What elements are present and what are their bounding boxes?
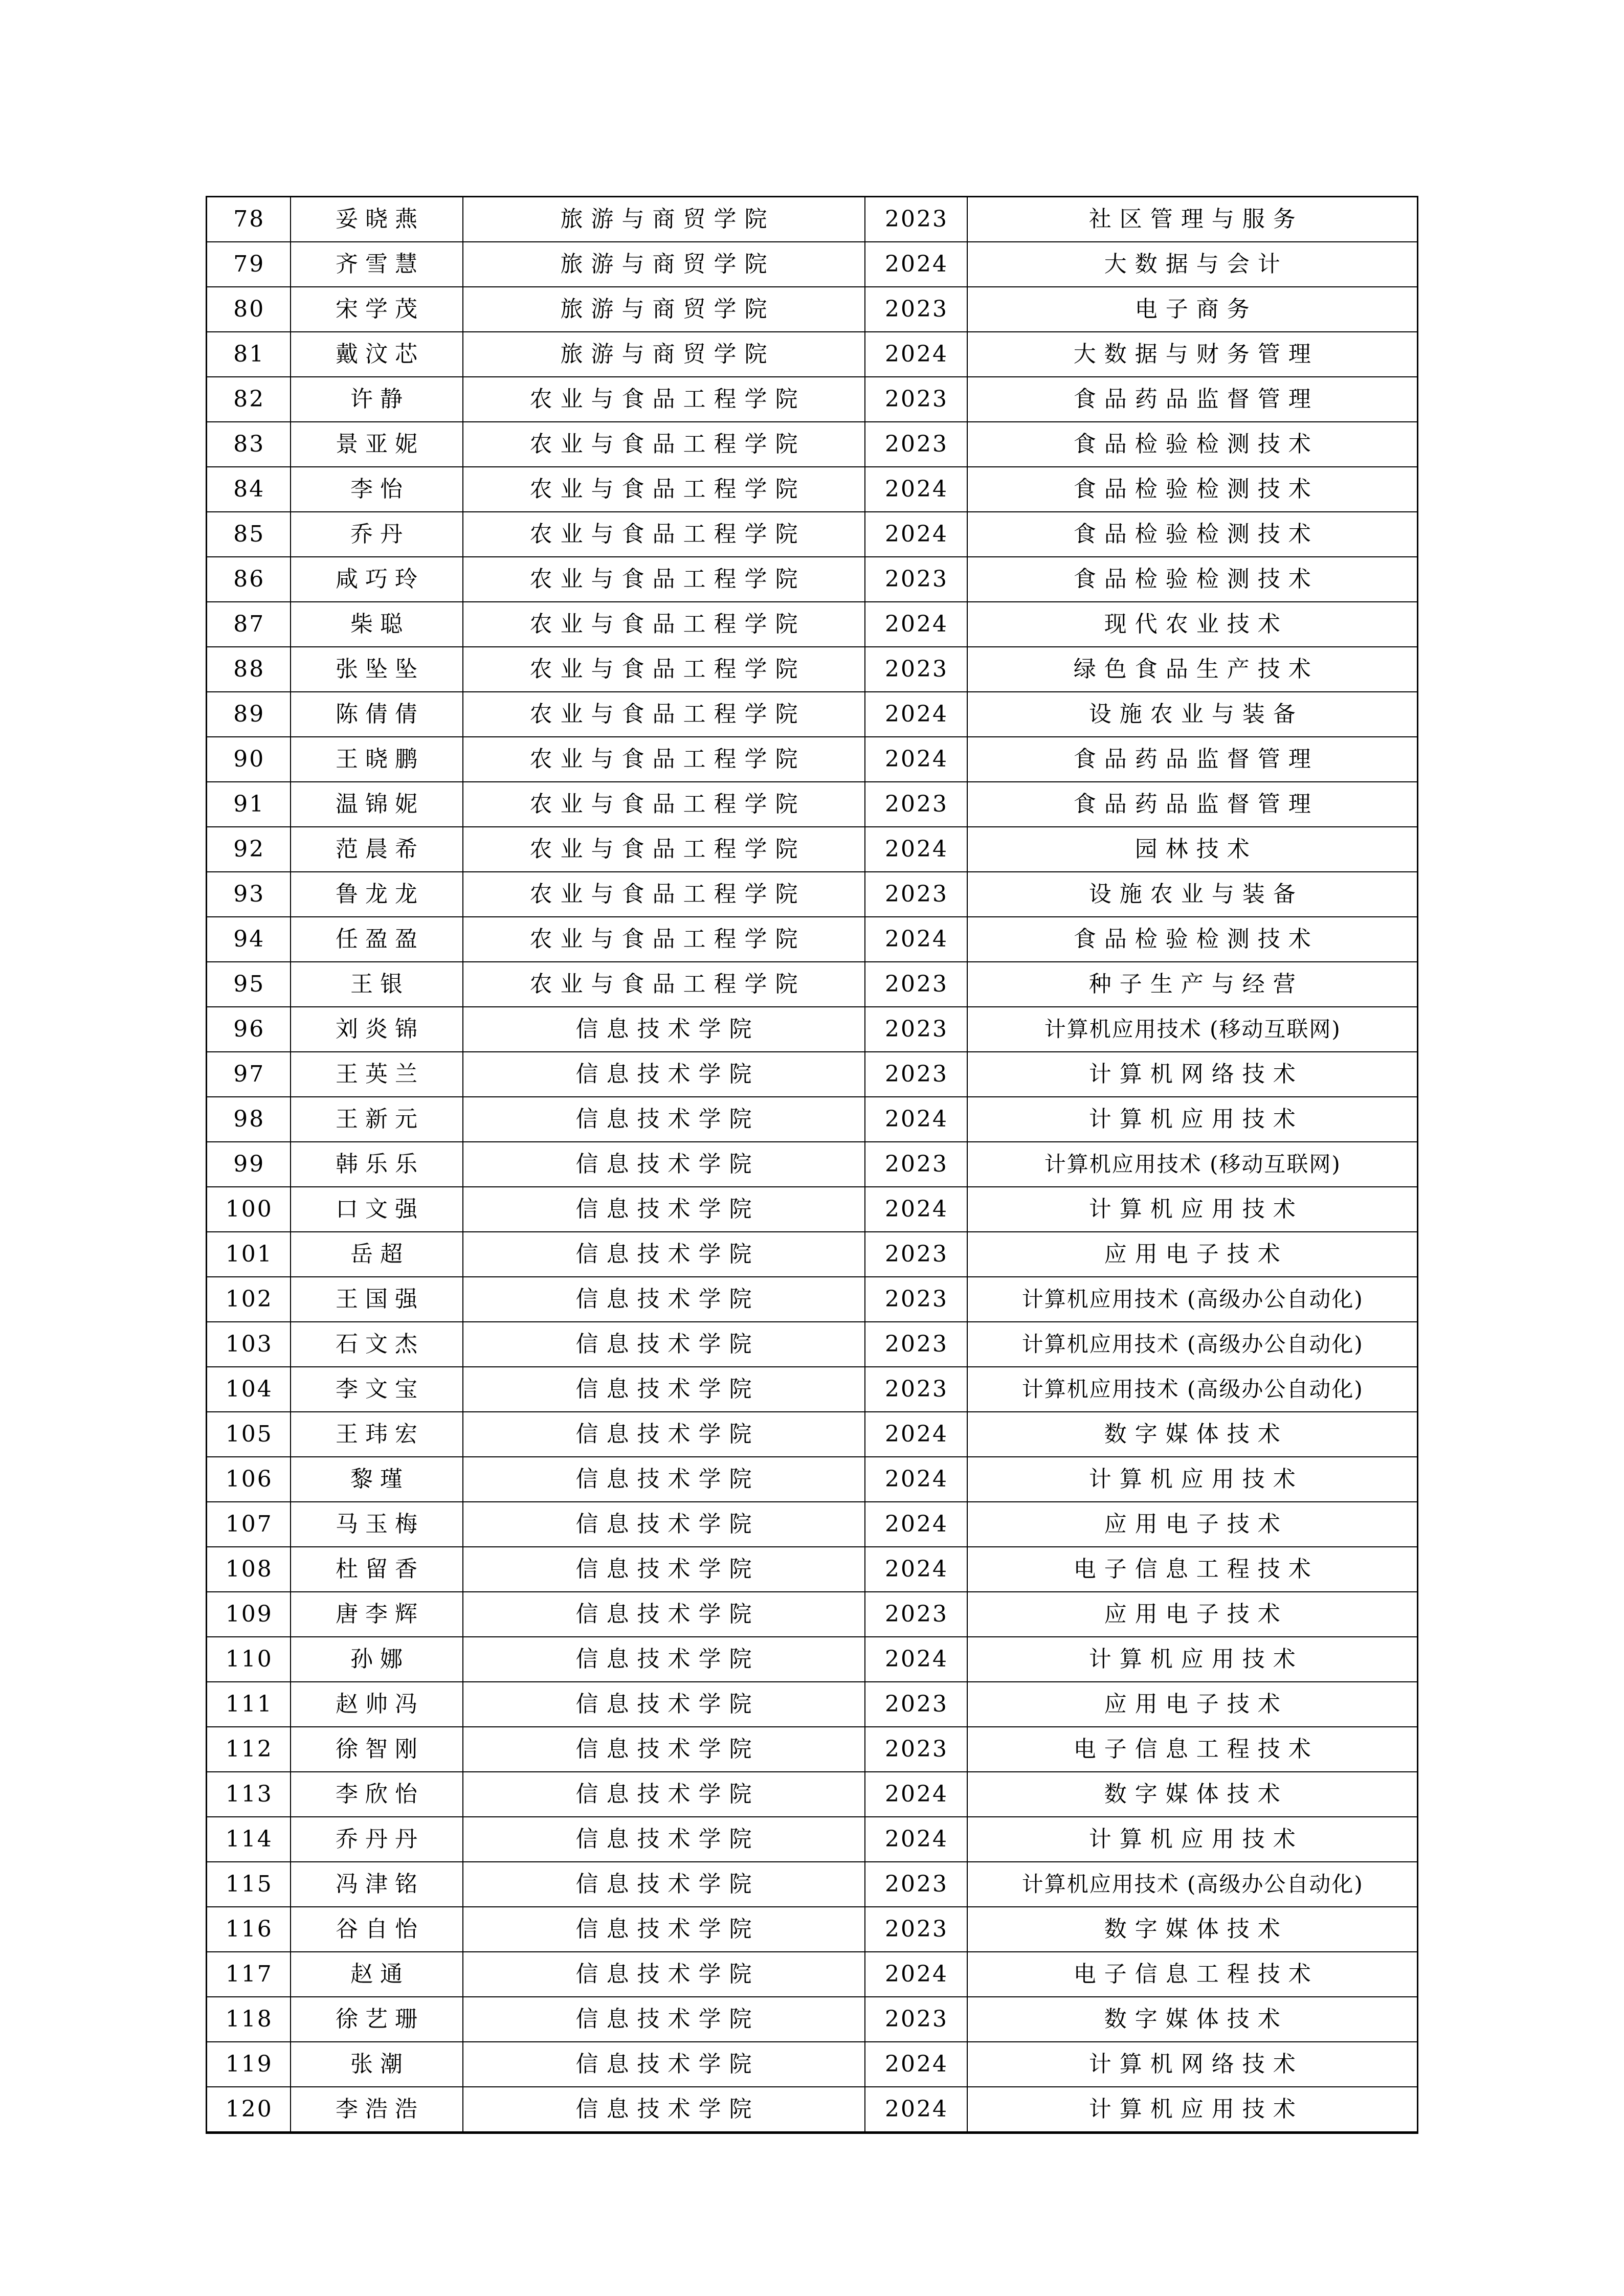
cell-no: 100 — [207, 1187, 291, 1232]
table-row — [207, 1412, 1418, 1457]
cell-name: 刘炎锦 — [291, 1007, 463, 1052]
cell-name: 范晨希 — [291, 827, 463, 872]
cell-name: 徐艺珊 — [291, 1997, 463, 2042]
cell-major: 食品检验检测技术 — [967, 557, 1418, 602]
cell-no: 86 — [207, 557, 291, 602]
cell-college: 农业与食品工程学院 — [463, 647, 865, 692]
cell-major: 电子信息工程技术 — [967, 1952, 1418, 1997]
cell-major: 食品检验检测技术 — [967, 512, 1418, 557]
cell-name: 王银 — [291, 962, 463, 1007]
cell-name: 乔丹 — [291, 512, 463, 557]
cell-name: 张潮 — [291, 2042, 463, 2087]
cell-year: 2023 — [865, 197, 967, 242]
cell-major: 计算机网络技术 — [967, 2042, 1418, 2087]
cell-year: 2024 — [865, 242, 967, 287]
table-row — [207, 377, 1418, 422]
table-row — [207, 2042, 1418, 2087]
cell-year: 2023 — [865, 647, 967, 692]
cell-major: 计算机应用技术 (移动互联网) — [967, 1007, 1418, 1052]
cell-name: 王晓鹏 — [291, 737, 463, 782]
cell-name: 石文杰 — [291, 1322, 463, 1367]
cell-no: 110 — [207, 1637, 291, 1682]
cell-college: 信息技术学院 — [463, 1502, 865, 1547]
cell-year: 2024 — [865, 692, 967, 737]
cell-college: 旅游与商贸学院 — [463, 242, 865, 287]
table-row — [207, 1592, 1418, 1637]
cell-name: 张坠坠 — [291, 647, 463, 692]
cell-year: 2024 — [865, 917, 967, 962]
cell-major: 种子生产与经营 — [967, 962, 1418, 1007]
cell-name: 鲁龙龙 — [291, 872, 463, 917]
cell-no: 87 — [207, 602, 291, 647]
cell-no: 93 — [207, 872, 291, 917]
cell-name: 黎瑾 — [291, 1457, 463, 1502]
cell-major: 食品药品监督管理 — [967, 377, 1418, 422]
cell-year: 2024 — [865, 1547, 967, 1592]
cell-major: 现代农业技术 — [967, 602, 1418, 647]
cell-major: 食品药品监督管理 — [967, 782, 1418, 827]
cell-year: 2023 — [865, 1142, 967, 1187]
cell-no: 116 — [207, 1907, 291, 1952]
table-row — [207, 1232, 1418, 1277]
cell-name: 王新元 — [291, 1097, 463, 1142]
cell-major: 应用电子技术 — [967, 1502, 1418, 1547]
cell-year: 2023 — [865, 1232, 967, 1277]
table-row — [207, 1772, 1418, 1817]
cell-major: 数字媒体技术 — [967, 1772, 1418, 1817]
cell-name: 李怡 — [291, 467, 463, 512]
cell-major: 数字媒体技术 — [967, 1412, 1418, 1457]
cell-major: 计算机应用技术 — [967, 1097, 1418, 1142]
cell-major: 大数据与财务管理 — [967, 332, 1418, 377]
cell-no: 79 — [207, 242, 291, 287]
cell-no: 105 — [207, 1412, 291, 1457]
cell-name: 任盈盈 — [291, 917, 463, 962]
cell-name: 冯津铭 — [291, 1862, 463, 1907]
cell-college: 信息技术学院 — [463, 1862, 865, 1907]
cell-no: 97 — [207, 1052, 291, 1097]
cell-major: 计算机网络技术 — [967, 1052, 1418, 1097]
cell-college: 农业与食品工程学院 — [463, 872, 865, 917]
cell-major: 计算机应用技术 — [967, 1457, 1418, 1502]
cell-college: 信息技术学院 — [463, 2042, 865, 2087]
cell-name: 马玉梅 — [291, 1502, 463, 1547]
cell-college: 信息技术学院 — [463, 1997, 865, 2042]
table-row — [207, 1457, 1418, 1502]
cell-major: 设施农业与装备 — [967, 692, 1418, 737]
cell-no: 119 — [207, 2042, 291, 2087]
cell-year: 2024 — [865, 1097, 967, 1142]
cell-year: 2023 — [865, 1277, 967, 1322]
table-row — [207, 872, 1418, 917]
cell-no: 107 — [207, 1502, 291, 1547]
cell-name: 王国强 — [291, 1277, 463, 1322]
cell-year: 2023 — [865, 1592, 967, 1637]
cell-major: 计算机应用技术 (高级办公自动化) — [967, 1322, 1418, 1367]
cell-college: 信息技术学院 — [463, 1457, 865, 1502]
table-row — [207, 557, 1418, 602]
cell-year: 2024 — [865, 2087, 967, 2133]
table-row — [207, 1997, 1418, 2042]
table-row — [207, 1187, 1418, 1232]
cell-no: 83 — [207, 422, 291, 467]
cell-no: 104 — [207, 1367, 291, 1412]
cell-college: 信息技术学院 — [463, 1907, 865, 1952]
cell-year: 2023 — [865, 1727, 967, 1772]
cell-college: 信息技术学院 — [463, 1817, 865, 1862]
cell-year: 2024 — [865, 1772, 967, 1817]
cell-name: 赵帅冯 — [291, 1682, 463, 1727]
cell-major: 数字媒体技术 — [967, 1907, 1418, 1952]
cell-year: 2023 — [865, 872, 967, 917]
table-row — [207, 737, 1418, 782]
table-row — [207, 917, 1418, 962]
table-row — [207, 1142, 1418, 1187]
table-row — [207, 1547, 1418, 1592]
cell-name: 唐李辉 — [291, 1592, 463, 1637]
cell-major: 绿色食品生产技术 — [967, 647, 1418, 692]
cell-no: 85 — [207, 512, 291, 557]
cell-year: 2024 — [865, 1412, 967, 1457]
table-row — [207, 827, 1418, 872]
cell-name: 戴汶芯 — [291, 332, 463, 377]
cell-college: 信息技术学院 — [463, 1232, 865, 1277]
cell-year: 2023 — [865, 287, 967, 332]
cell-no: 96 — [207, 1007, 291, 1052]
cell-major: 食品药品监督管理 — [967, 737, 1418, 782]
cell-name: 韩乐乐 — [291, 1142, 463, 1187]
cell-year: 2023 — [865, 377, 967, 422]
cell-major: 计算机应用技术 — [967, 1817, 1418, 1862]
cell-no: 90 — [207, 737, 291, 782]
cell-name: 乔丹丹 — [291, 1817, 463, 1862]
cell-major: 电子信息工程技术 — [967, 1727, 1418, 1772]
cell-year: 2024 — [865, 2042, 967, 2087]
cell-college: 旅游与商贸学院 — [463, 287, 865, 332]
cell-major: 数字媒体技术 — [967, 1997, 1418, 2042]
cell-year: 2023 — [865, 962, 967, 1007]
cell-name: 李文宝 — [291, 1367, 463, 1412]
cell-major: 设施农业与装备 — [967, 872, 1418, 917]
cell-no: 103 — [207, 1322, 291, 1367]
cell-year: 2023 — [865, 1907, 967, 1952]
cell-year: 2024 — [865, 827, 967, 872]
cell-major: 应用电子技术 — [967, 1232, 1418, 1277]
cell-college: 信息技术学院 — [463, 1547, 865, 1592]
cell-no: 78 — [207, 197, 291, 242]
cell-college: 信息技术学院 — [463, 1952, 865, 1997]
cell-year: 2023 — [865, 557, 967, 602]
cell-name: 王玮宏 — [291, 1412, 463, 1457]
cell-year: 2024 — [865, 467, 967, 512]
table-row — [207, 467, 1418, 512]
cell-name: 孙娜 — [291, 1637, 463, 1682]
table-row — [207, 242, 1418, 287]
cell-college: 信息技术学院 — [463, 1412, 865, 1457]
cell-major: 计算机应用技术 (高级办公自动化) — [967, 1862, 1418, 1907]
cell-college: 农业与食品工程学院 — [463, 917, 865, 962]
cell-college: 信息技术学院 — [463, 1637, 865, 1682]
cell-college: 信息技术学院 — [463, 1097, 865, 1142]
cell-no: 91 — [207, 782, 291, 827]
table-row — [207, 512, 1418, 557]
table-row — [207, 1277, 1418, 1322]
cell-no: 88 — [207, 647, 291, 692]
cell-major: 大数据与会计 — [967, 242, 1418, 287]
table-row — [207, 1052, 1418, 1097]
cell-year: 2023 — [865, 1007, 967, 1052]
cell-college: 信息技术学院 — [463, 1682, 865, 1727]
cell-year: 2023 — [865, 1997, 967, 2042]
cell-college: 信息技术学院 — [463, 1367, 865, 1412]
cell-name: 景亚妮 — [291, 422, 463, 467]
cell-college: 信息技术学院 — [463, 1322, 865, 1367]
cell-major: 食品检验检测技术 — [967, 917, 1418, 962]
cell-year: 2023 — [865, 422, 967, 467]
cell-no: 101 — [207, 1232, 291, 1277]
cell-name: 赵通 — [291, 1952, 463, 1997]
cell-no: 95 — [207, 962, 291, 1007]
cell-college: 农业与食品工程学院 — [463, 467, 865, 512]
cell-name: 李欣怡 — [291, 1772, 463, 1817]
cell-year: 2024 — [865, 1952, 967, 1997]
cell-name: 王英兰 — [291, 1052, 463, 1097]
cell-college: 农业与食品工程学院 — [463, 962, 865, 1007]
cell-major: 计算机应用技术 (高级办公自动化) — [967, 1277, 1418, 1322]
cell-college: 农业与食品工程学院 — [463, 827, 865, 872]
cell-year: 2023 — [865, 1682, 967, 1727]
student-table-body — [207, 197, 1418, 2133]
table-row — [207, 692, 1418, 737]
table-row — [207, 332, 1418, 377]
cell-name: 口文强 — [291, 1187, 463, 1232]
cell-college: 信息技术学院 — [463, 1052, 865, 1097]
cell-name: 柴聪 — [291, 602, 463, 647]
table-row — [207, 782, 1418, 827]
cell-year: 2024 — [865, 332, 967, 377]
table-row — [207, 647, 1418, 692]
table-row — [207, 1727, 1418, 1772]
cell-year: 2024 — [865, 1502, 967, 1547]
cell-major: 电子商务 — [967, 287, 1418, 332]
cell-year: 2023 — [865, 1862, 967, 1907]
cell-no: 80 — [207, 287, 291, 332]
cell-name: 岳超 — [291, 1232, 463, 1277]
cell-college: 信息技术学院 — [463, 1187, 865, 1232]
cell-college: 农业与食品工程学院 — [463, 422, 865, 467]
cell-name: 杜留香 — [291, 1547, 463, 1592]
table-row — [207, 1637, 1418, 1682]
cell-no: 106 — [207, 1457, 291, 1502]
cell-college: 旅游与商贸学院 — [463, 197, 865, 242]
cell-no: 112 — [207, 1727, 291, 1772]
cell-college: 农业与食品工程学院 — [463, 512, 865, 557]
table-row — [207, 1502, 1418, 1547]
cell-major: 应用电子技术 — [967, 1592, 1418, 1637]
cell-name: 陈倩倩 — [291, 692, 463, 737]
cell-no: 84 — [207, 467, 291, 512]
table-row — [207, 2087, 1418, 2133]
cell-no: 98 — [207, 1097, 291, 1142]
cell-no: 118 — [207, 1997, 291, 2042]
cell-college: 信息技术学院 — [463, 2087, 865, 2133]
cell-no: 94 — [207, 917, 291, 962]
cell-year: 2024 — [865, 1637, 967, 1682]
cell-year: 2024 — [865, 1457, 967, 1502]
cell-college: 农业与食品工程学院 — [463, 692, 865, 737]
cell-no: 113 — [207, 1772, 291, 1817]
cell-name: 咸巧玲 — [291, 557, 463, 602]
cell-year: 2023 — [865, 1322, 967, 1367]
cell-name: 温锦妮 — [291, 782, 463, 827]
cell-college: 旅游与商贸学院 — [463, 332, 865, 377]
cell-major: 计算机应用技术 (高级办公自动化) — [967, 1367, 1418, 1412]
table-row — [207, 287, 1418, 332]
table-row — [207, 197, 1418, 242]
cell-no: 81 — [207, 332, 291, 377]
cell-name: 宋学茂 — [291, 287, 463, 332]
table-row — [207, 1367, 1418, 1412]
cell-no: 114 — [207, 1817, 291, 1862]
cell-name: 徐智刚 — [291, 1727, 463, 1772]
table-row — [207, 422, 1418, 467]
cell-no: 108 — [207, 1547, 291, 1592]
student-roster-table — [206, 196, 1418, 2134]
cell-year: 2024 — [865, 1187, 967, 1232]
cell-no: 109 — [207, 1592, 291, 1637]
cell-year: 2024 — [865, 602, 967, 647]
cell-college: 信息技术学院 — [463, 1277, 865, 1322]
table-row — [207, 1907, 1418, 1952]
cell-year: 2023 — [865, 1367, 967, 1412]
cell-no: 99 — [207, 1142, 291, 1187]
cell-no: 120 — [207, 2087, 291, 2133]
cell-no: 92 — [207, 827, 291, 872]
cell-college: 农业与食品工程学院 — [463, 602, 865, 647]
cell-name: 许静 — [291, 377, 463, 422]
cell-no: 102 — [207, 1277, 291, 1322]
table-row — [207, 1097, 1418, 1142]
cell-year: 2024 — [865, 1817, 967, 1862]
cell-college: 信息技术学院 — [463, 1592, 865, 1637]
cell-major: 计算机应用技术 — [967, 1637, 1418, 1682]
cell-no: 89 — [207, 692, 291, 737]
table-row — [207, 962, 1418, 1007]
table-row — [207, 1322, 1418, 1367]
cell-year: 2024 — [865, 512, 967, 557]
cell-college: 农业与食品工程学院 — [463, 377, 865, 422]
cell-college: 农业与食品工程学院 — [463, 782, 865, 827]
cell-year: 2024 — [865, 737, 967, 782]
cell-no: 115 — [207, 1862, 291, 1907]
cell-name: 谷自怡 — [291, 1907, 463, 1952]
cell-major: 食品检验检测技术 — [967, 422, 1418, 467]
table-row — [207, 1952, 1418, 1997]
cell-major: 园林技术 — [967, 827, 1418, 872]
cell-no: 111 — [207, 1682, 291, 1727]
cell-college: 信息技术学院 — [463, 1007, 865, 1052]
cell-no: 82 — [207, 377, 291, 422]
cell-name: 妥晓燕 — [291, 197, 463, 242]
cell-major: 计算机应用技术 (移动互联网) — [967, 1142, 1418, 1187]
cell-college: 农业与食品工程学院 — [463, 557, 865, 602]
cell-name: 齐雪慧 — [291, 242, 463, 287]
cell-name: 李浩浩 — [291, 2087, 463, 2133]
table-row — [207, 1682, 1418, 1727]
cell-no: 117 — [207, 1952, 291, 1997]
cell-college: 信息技术学院 — [463, 1727, 865, 1772]
table-row — [207, 1007, 1418, 1052]
cell-major: 应用电子技术 — [967, 1682, 1418, 1727]
cell-year: 2023 — [865, 782, 967, 827]
cell-major: 计算机应用技术 — [967, 2087, 1418, 2133]
cell-major: 食品检验检测技术 — [967, 467, 1418, 512]
table-row — [207, 602, 1418, 647]
table-row — [207, 1817, 1418, 1862]
cell-college: 信息技术学院 — [463, 1772, 865, 1817]
cell-year: 2023 — [865, 1052, 967, 1097]
cell-major: 计算机应用技术 — [967, 1187, 1418, 1232]
cell-college: 信息技术学院 — [463, 1142, 865, 1187]
cell-college: 农业与食品工程学院 — [463, 737, 865, 782]
table-row — [207, 1862, 1418, 1907]
cell-major: 社区管理与服务 — [967, 197, 1418, 242]
cell-major: 电子信息工程技术 — [967, 1547, 1418, 1592]
